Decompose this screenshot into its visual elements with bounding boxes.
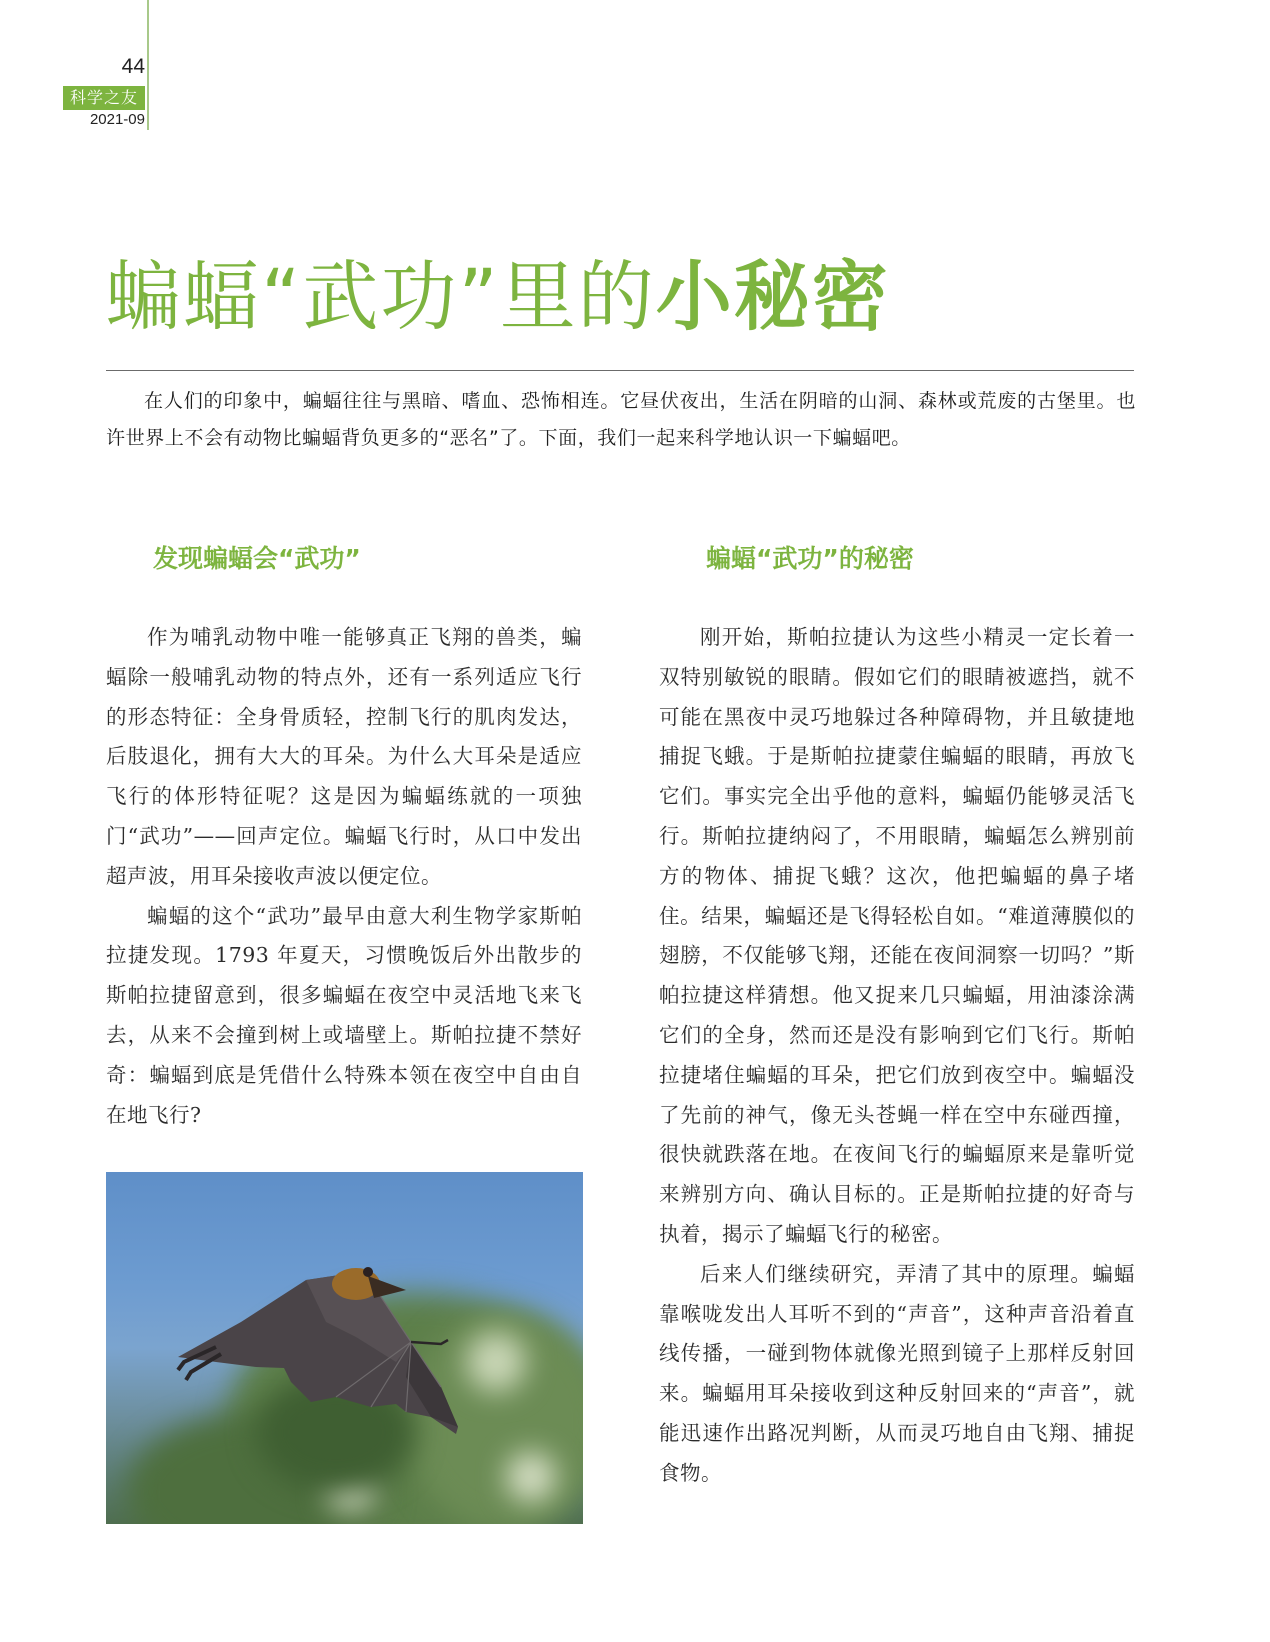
article-title-bold: 小秘密 (655, 252, 890, 341)
paragraph: 刚开始，斯帕拉捷认为这些小精灵一定长着一双特别敏锐的眼睛。假如它们的眼睛被遮挡，就不可能在黑夜中灵巧地躲过各种障碍物，并且敏捷地捕捉飞蛾。于是斯帕拉捷蒙住蝙蝠的眼睛，再放飞它们。事实完全出乎他的意料，蝙蝠仍能够灵活飞行。斯帕拉捷纳闷了，不用眼睛，蝙蝠怎么辨别前方的物体、捕捉飞蛾？这次，他把蝙蝠的鼻子堵住。结果，蝙蝠还是飞得轻松自如。“难道薄膜似的翅膀，不仅能够飞翔，还能在夜间洞察一切吗？”斯帕拉捷这样猜想。他又捉来几只蝙蝠，用油漆涂满它们的全身，然而还是没有影响到它们飞行。斯帕拉捷堵住蝙蝠的耳朵，把它们放到夜空中。蝙蝠没了先前的神气，像无头苍蝇一样在空中东碰西撞，很快就跌落在地。在夜间飞行的蝙蝠原来是靠听觉来辨别方向、确认目标的。正是斯帕拉捷的好奇与执着，揭示了蝙蝠飞行的秘密。 (659, 625, 1135, 1246)
paragraph: 作为哺乳动物中唯一能够真正飞翔的兽类，蝙蝠除一般哺乳动物的特点外，还有一系列适应飞行的形态特征：全身骨质轻，控制飞行的肌肉发达，后肢退化，拥有大大的耳朵。为什么大耳朵是适应飞行的体形特征呢？这是因为蝙蝠练就的一项独门“武功”——回声定位。蝙蝠飞行时，从口中发出超声波，用耳朵接收声波以便定位。 (106, 625, 582, 888)
issue-date: 2021-09 (89, 111, 145, 128)
title-divider (106, 370, 1134, 371)
article-title-light: 蝙蝠“武功”里的 (105, 252, 656, 341)
magazine-name-badge: 科学之友 (63, 86, 145, 110)
header-vertical-rule (147, 0, 149, 130)
left-column (106, 618, 582, 1135)
section-heading-discovery: 发现蝙蝠会“武功” (153, 544, 361, 573)
paragraph: 蝙蝠的这个“武功”最早由意大利生物学家斯帕拉捷发现。1793 年夏天，习惯晚饭后外出散步的斯帕拉捷留意到，很多蝙蝠在夜空中灵活地飞来飞去，从来不会撞到树上或墙壁上。斯帕拉捷不禁好奇：蝙蝠到底是凭借什么特殊本领在夜空中自由自在地飞行? (106, 903, 582, 1127)
paragraph: 后来人们继续研究，弄清了其中的原理。蝙蝠靠喉咙发出人耳听不到的“声音”，这种声音沿着直线传播，一碰到物体就像光照到镜子上那样反射回来。蝙蝠用耳朵接收到这种反射回来的“声音”，就能迅速作出路况判断，从而灵巧地自由飞翔、捕捉食物。 (659, 1261, 1135, 1485)
article-intro: 在人们的印象中，蝙蝠往往与黑暗、嗜血、恐怖相连。它昼伏夜出，生活在阴暗的山洞、森林或荒废的古堡里。也许世界上不会有动物比蝙蝠背负更多的“恶名”了。下面，我们一起来科学地认识一下蝙蝠吧。 (106, 390, 1136, 449)
article-title (105, 252, 890, 342)
right-column (659, 618, 1135, 1494)
bat-photo (106, 1172, 583, 1524)
section-heading-secret: 蝙蝠“武功”的秘密 (706, 544, 914, 573)
page-number: 44 (121, 55, 145, 78)
bat-icon (106, 1172, 583, 1524)
